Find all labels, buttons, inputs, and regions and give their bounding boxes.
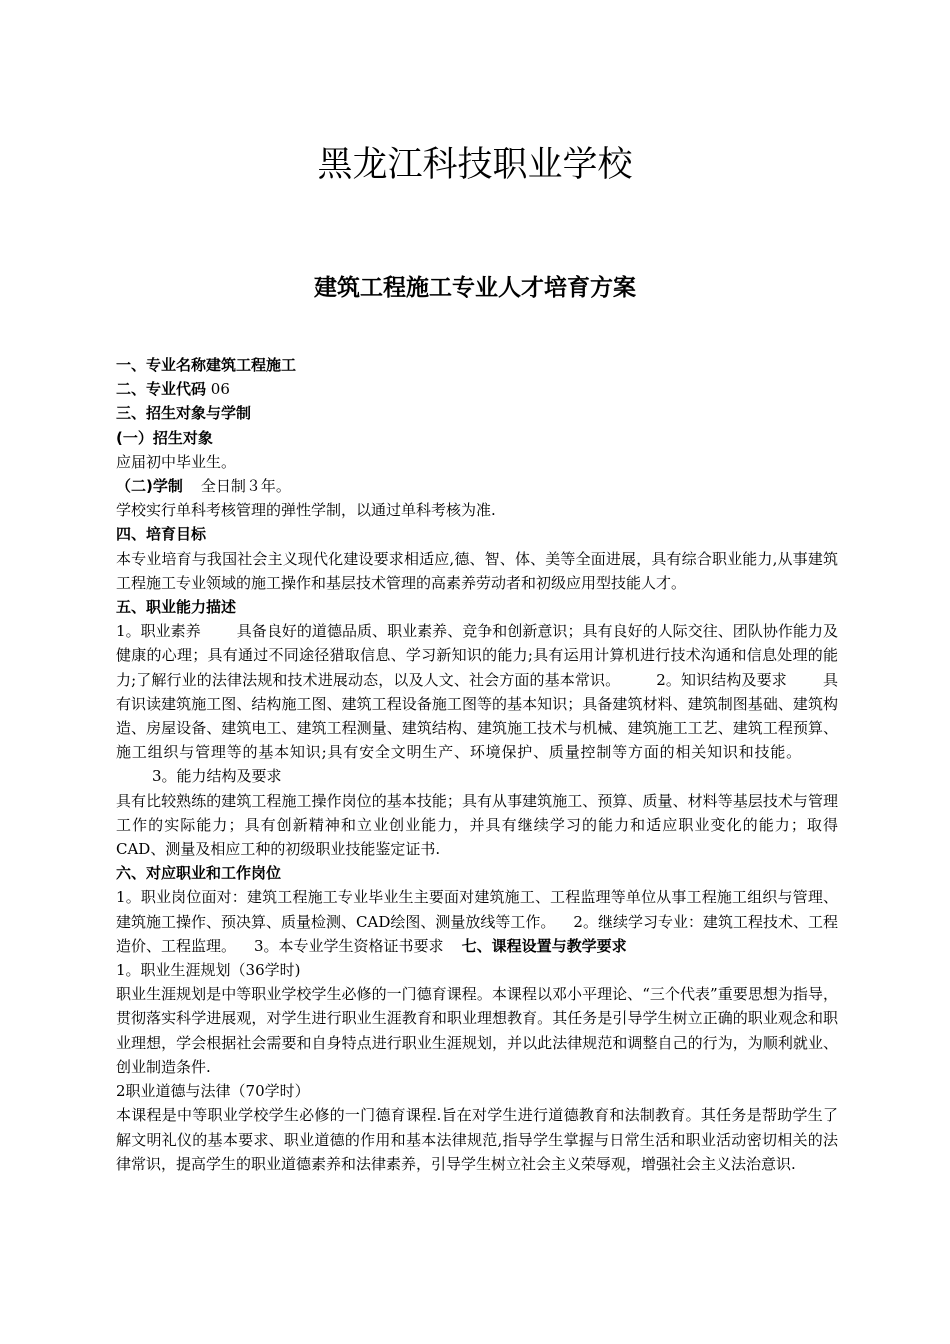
document-body	[116, 353, 838, 1176]
jobs-2-text: 2。继续学习专业：建筑工程技术、工程造价、工程监理。	[116, 912, 839, 955]
enrollment-target-text: 应届初中毕业生。	[116, 452, 237, 471]
jobs-3-text: 3。本专业学生资格证书要求	[254, 936, 444, 955]
course-2-title: 2职业道德与法律（70学时）	[116, 1082, 310, 1101]
school-system-line	[116, 474, 838, 498]
school-system-text: 学校实行单科考核管理的弹性学制，以通过单科考核为准.	[116, 501, 496, 520]
section-heading-jobs: 六、对应职业和工作岗位	[116, 864, 282, 883]
document-title: 建筑工程施工专业人才培育方案	[314, 275, 636, 301]
section-heading-enrollment: 三、招生对象与学制	[116, 404, 252, 423]
course-1-title: 1。职业生涯规划（36学时)	[116, 961, 301, 980]
ability-1-text: 具备良好的道德品质、职业素养、竞争和创新意识；具有良好的人际交往、团队协作能力及健康的心理；具有通过不同途径猎取信息、学习新知识的能力;具有运用计算机进行技术沟通和信息处理的能力;了解行业的法律法规和技术进展动态，以及人文、社会方面的基本常识。	[116, 622, 838, 689]
ability-2-text: 具有识读建筑施工图、结构施工图、建筑工程设备施工图等的基本知识；具备建筑材料、建筑制图基础、建筑构造、房屋设备、建筑电工、建筑工程测量、建筑结构、建筑施工技术与机械、建筑施工工艺、建筑工程预算、施工组织与管理等的基本知识;具有安全文明生产、环境保护、质量控制等方面的相关知识和技能。	[116, 670, 838, 762]
jobs-paragraph	[116, 885, 838, 958]
ability-paragraph	[116, 619, 838, 788]
school-system-inline: 全日制３年。	[200, 477, 291, 496]
ability-2-label: 2。知识结构及要求	[656, 670, 787, 689]
training-goal-text: 本专业培育与我国社会主义现代化建设要求相适应,德、智、体、美等全面进展，具有综合职业能力,从事建筑工程施工专业领域的施工操作和基层技术管理的高素养劳动者和初级应用型技能人才。	[116, 549, 838, 592]
section-heading-training-goal: 四、培育目标	[116, 525, 207, 544]
subheading-enrollment-target: (一）招生对象	[116, 428, 213, 447]
school-name: 黑龙江科技职业学校	[317, 145, 633, 185]
section-heading-ability: 五、职业能力描述	[116, 598, 237, 617]
ability-3-text: 具有比较熟练的建筑工程施工操作岗位的基本技能；具有从事建筑施工、预算、质量、材料等基层技术与管理工作的实际能力；具有创新精神和立业创业能力，并具有继续学习的能力和适应职业变化的能力；取得CAD、测量及相应工种的初级职业技能鉴定证书.	[116, 791, 838, 859]
section-heading-major-name: 一、专业名称建筑工程施工	[116, 356, 297, 374]
jobs-1-text: 1。职业岗位面对：建筑工程施工专业毕业生主要面对建筑施工、工程监理等单位从事工程施工组织与管理、建筑施工操作、预决算、质量检测、CAD绘图、测量放线等工作。	[116, 888, 838, 931]
ability-1-label: 1。职业素养	[116, 622, 201, 641]
section-heading-curriculum: 七、课程设置与教学要求	[461, 936, 627, 955]
course-1-text: 职业生涯规划是中等职业学校学生必修的一门德育课程。本课程以邓小平理论、“三个代表”重要思想为指导，贯彻落实科学进展观，对学生进行职业生涯教育和职业理想教育。其任务是引导学生树立正确的职业观念和职业理想，学会根据社会需要和自身特点进行职业生涯规划，并以此法律规范和调整自己的行为，为顺利就业、创业制造条件.	[116, 985, 838, 1076]
ability-3-label: 3。能力结构及要求	[152, 767, 282, 786]
course-2-text: 本课程是中等职业学校学生必修的一门德育课程.旨在对学生进行道德教育和法制教育。其任务是帮助学生了解文明礼仪的基本要求、职业道德的作用和基本法律规范,指导学生掌握与日常生活和职业活动密切相关的法律常识，提高学生的职业道德素养和法律素养，引导学生树立社会主义荣辱观，增强社会主义法治意识.	[116, 1106, 838, 1173]
section-heading-major-code: 二、专业代码	[116, 380, 207, 399]
subheading-school-system: （二)学制	[116, 477, 183, 496]
major-code-value: 06	[210, 380, 230, 399]
section-major-code	[116, 377, 838, 401]
